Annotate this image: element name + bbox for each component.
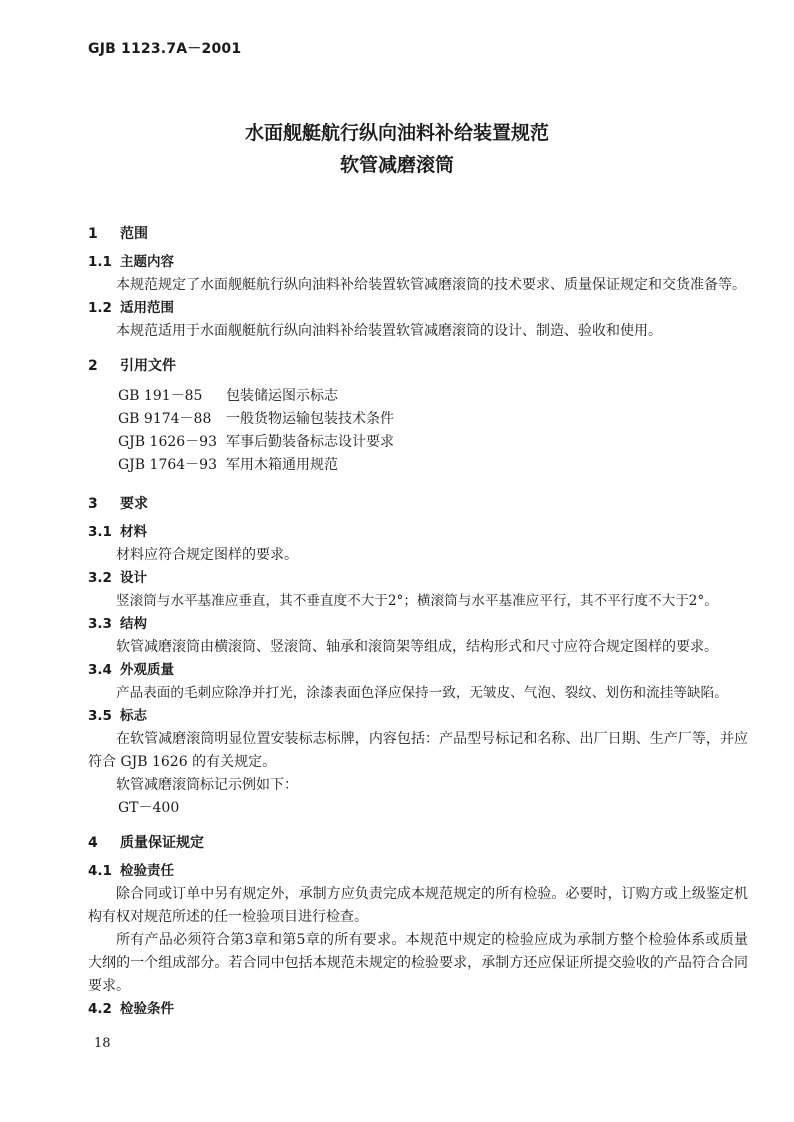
section-number: 4.2 [88,1001,112,1017]
section-number: 1.1 [88,254,112,270]
section-title: 外观质量 [120,662,174,678]
marking-example: GT－400 [118,800,180,816]
subsection-heading [88,613,748,636]
subsection-heading [88,567,748,590]
paragraph: 软管减磨滚筒由横滚筒、竖滚筒、轴承和滚筒架等组成，结构形式和尺寸应符合规定图样的要求。 [116,639,718,655]
paragraph: 软管减磨滚筒标记示例如下： [116,777,298,793]
section-title: 主题内容 [120,254,174,270]
section-heading [88,353,748,379]
reference-name: 军用木箱通用规范 [226,457,338,473]
section-title: 范围 [120,226,148,242]
section-title: 设计 [120,570,147,586]
paragraph: 所有产品必须符合第3章和第5章的所有要求。本规范中规定的检验应成为承制方整个检验体系或质量大纲的一个组成部分。若合同中包括本规范未规定的检验要求，承制方还应保证所提交验收的产品符合合同要求。 [88,932,748,994]
section-title: 材料 [120,524,147,540]
section-title: 要求 [120,496,148,512]
section-title: 标志 [120,708,147,724]
section-number: 3.2 [88,570,112,586]
subsection-heading [88,998,748,1021]
document-body [88,219,748,1021]
subsection-heading [88,297,748,320]
section-heading [88,221,748,247]
reference-name: 军事后勤装备标志设计要求 [226,434,394,450]
document-subtitle: 软管减磨滚筒 [339,154,454,176]
reference-item [118,408,748,431]
section-title: 检验条件 [120,1001,174,1017]
subsection-heading [88,659,748,682]
section-number: 3.3 [88,616,112,632]
reference-item [118,454,748,477]
section-title: 质量保证规定 [120,835,204,851]
reference-code: GB 191－85 [118,388,203,404]
section-number: 3 [88,496,98,512]
section-title: 结构 [120,616,147,632]
standard-code: GJB 1123.7A－2001 [88,41,242,57]
section-title: 检验责任 [120,863,174,879]
subsection-heading [88,705,748,728]
reference-list [118,385,748,477]
section-number: 4.1 [88,863,112,879]
section-title: 适用范围 [120,300,174,316]
section-title: 引用文件 [120,358,176,374]
reference-name: 包装储运图示标志 [226,388,338,404]
paragraph: 本规范适用于水面舰艇航行纵向油料补给装置软管减磨滚筒的设计、制造、验收和使用。 [116,323,662,339]
reference-code: GJB 1626－93 [118,434,217,450]
paragraph: 在软管减磨滚筒明显位置安装标志标牌，内容包括：产品型号标记和名称、出厂日期、生产厂等，并应符合 GJB 1626 的有关规定。 [88,731,748,770]
document-title: 水面舰艇航行纵向油料补给装置规范 [244,122,549,144]
paragraph: 材料应符合规定图样的要求。 [116,547,298,563]
subsection-heading [88,860,748,883]
section-heading [88,830,748,856]
reference-item [118,431,748,454]
section-number: 3.4 [88,662,112,678]
section-number: 4 [88,835,98,851]
paragraph: 除合同或订单中另有规定外，承制方应负责完成本规范规定的所有检验。必要时，订购方或上级鉴定机构有权对规范所述的任一检验项目进行检查。 [88,886,748,925]
paragraph: 产品表面的毛刺应除净并打光，涂漆表面色泽应保持一致，无皱皮、气泡、裂纹、划伤和流挂等缺陷。 [116,685,728,701]
reference-code: GB 9174－88 [118,411,212,427]
page-number: 18 [94,1036,111,1051]
paragraph: 竖滚筒与水平基准应垂直，其不垂直度不大于2°；横滚筒与水平基准应平行，其不平行度不大于2°。 [116,593,718,609]
subsection-heading [88,251,748,274]
reference-item [118,385,748,408]
section-number: 3.5 [88,708,112,724]
section-number: 3.1 [88,524,112,540]
reference-code: GJB 1764－93 [118,457,217,473]
section-number: 1 [88,226,98,242]
reference-name: 一般货物运输包装技术条件 [226,411,394,427]
section-heading [88,491,748,517]
paragraph: 本规范规定了水面舰艇航行纵向油料补给装置软管减磨滚筒的技术要求、质量保证规定和交货准备等。 [116,277,746,293]
section-number: 2 [88,358,98,374]
subsection-heading [88,521,748,544]
section-number: 1.2 [88,300,112,316]
